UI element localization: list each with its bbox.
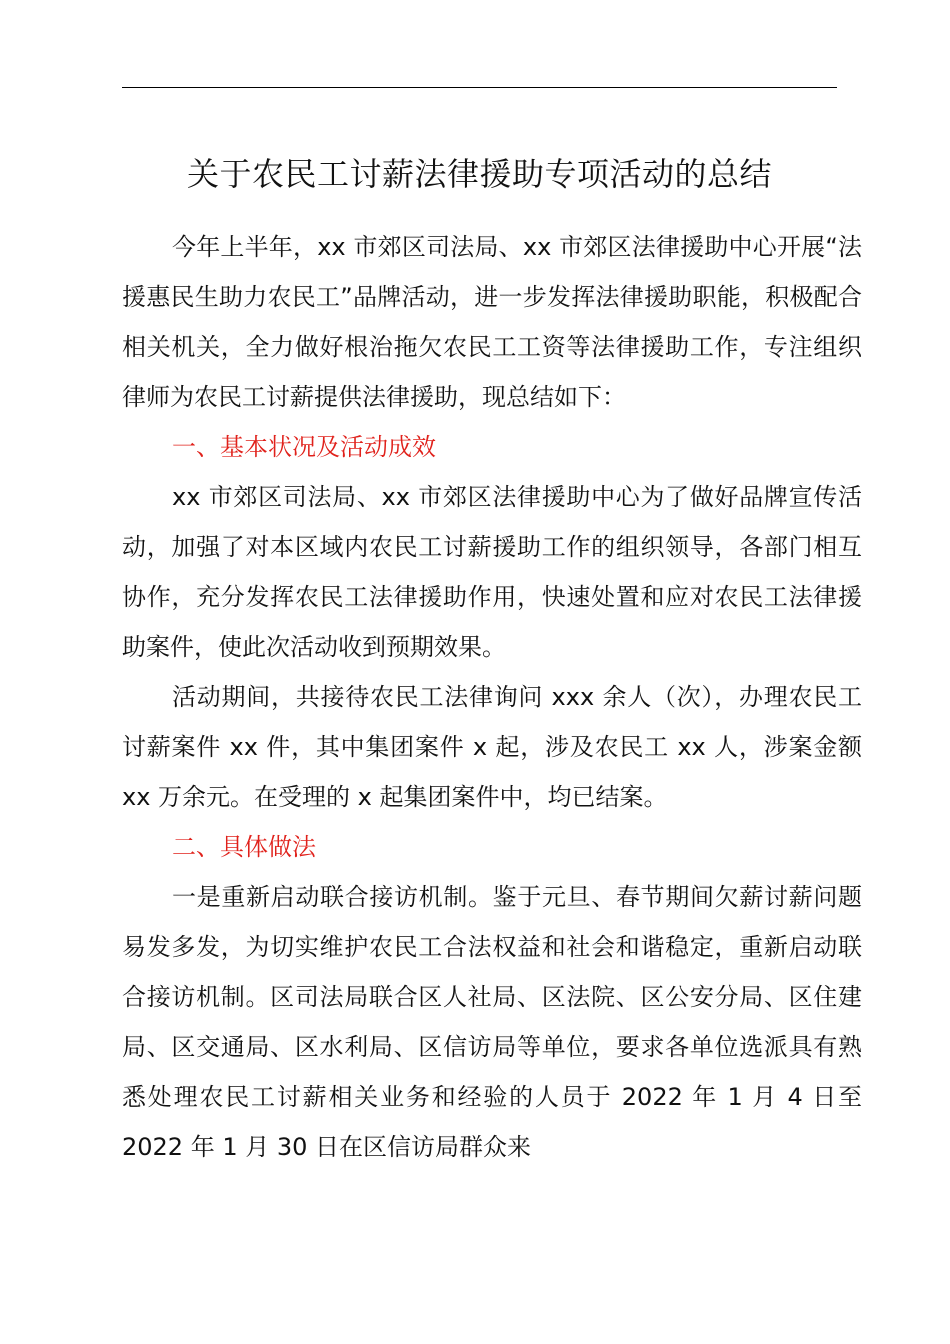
section-heading-2: 二、具体做法 [172, 833, 316, 861]
header-rule [122, 87, 837, 88]
intro-paragraph: 今年上半年，xx 市郊区司法局、xx 市郊区法律援助中心开展“法援惠民生助力农民工”品牌活动，进一步发挥法律援助职能，积极配合相关机关，全力做好根治拖欠农民工工资等法律援助工作，专注组织律师为农民工讨薪提供法律援助，现总结如下： [122, 233, 862, 411]
body-paragraph: 活动期间，共接待农民工法律询问 xxx 余人（次），办理农民工讨薪案件 xx 件，其中集团案件 x 起，涉及农民工 xx 人，涉案金额 xx 万余元。在受理的 x 起集团案件中，均已结案。 [122, 683, 862, 811]
section-heading-1: 一、基本状况及活动成效 [172, 433, 436, 461]
body-paragraph: 一是重新启动联合接访机制。鉴于元旦、春节期间欠薪讨薪问题易发多发，为切实维护农民工合法权益和社会和谐稳定，重新启动联合接访机制。区司法局联合区人社局、区法院、区公安分局、区住建局、区交通局、区水利局、区信访局等单位，要求各单位选派具有熟悉处理农民工讨薪相关业务和经验的人员于 2022 年 1 月 4 日至 2022 年 1 月 30 日在区信访局群众来 [122, 883, 862, 1161]
document-body [122, 222, 862, 1172]
document-title: 关于农民工讨薪法律援助专项活动的总结 [186, 155, 772, 193]
body-paragraph: xx 市郊区司法局、xx 市郊区法律援助中心为了做好品牌宣传活动，加强了对本区域内农民工讨薪援助工作的组织领导，各部门相互协作，充分发挥农民工法律援助作用，快速处置和应对农民工法律援助案件，使此次活动收到预期效果。 [122, 483, 862, 661]
